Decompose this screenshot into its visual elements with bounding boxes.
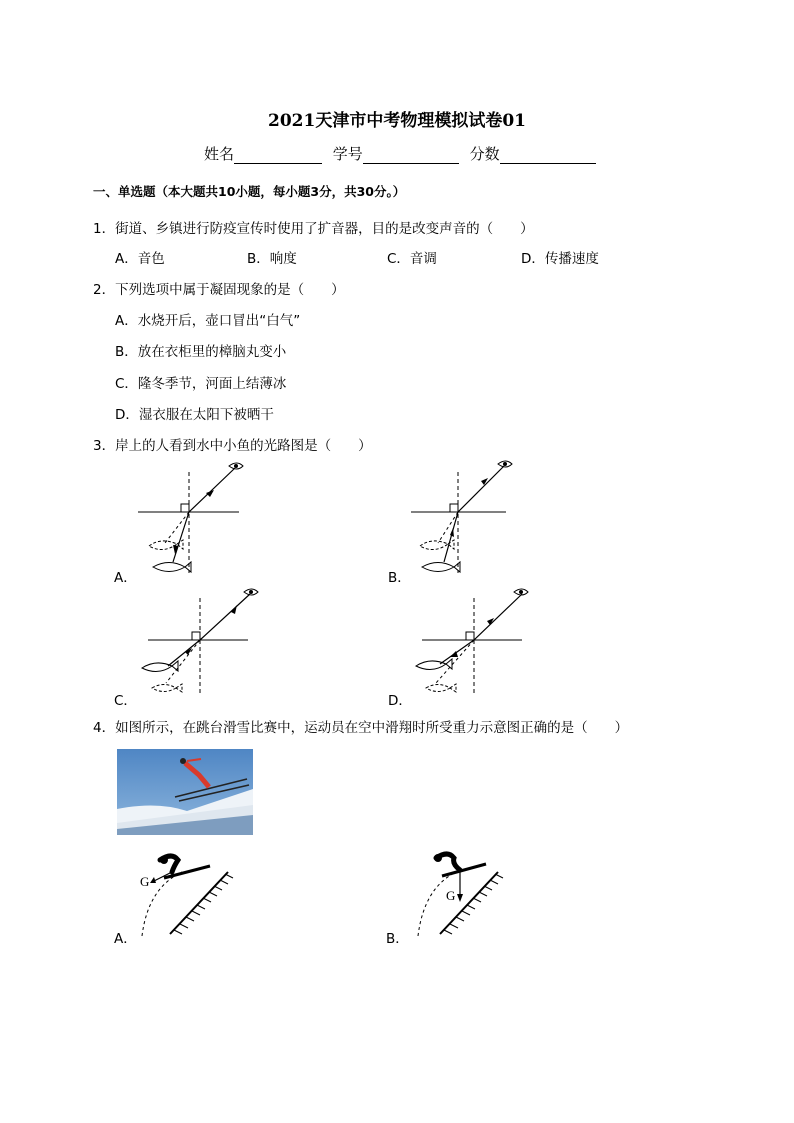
q3-figure-b[interactable] (408, 458, 528, 578)
q1-stem: 1．街道、乡镇进行防疫宣传时使用了扩音器，目的是改变声音的（ ） (93, 221, 534, 237)
page-title: 2021天津市中考物理模拟试卷01 (268, 111, 526, 131)
name-label: 姓名 (204, 145, 235, 163)
ski-jump-photo (117, 749, 253, 835)
q1-option-c[interactable]: C．音调 (387, 251, 437, 267)
q2-option-d[interactable]: D．湿衣服在太阳下被晒干 (115, 407, 274, 423)
q3-label-c: C． (114, 693, 137, 709)
q1-option-b[interactable]: B．响度 (247, 251, 297, 267)
q3-stem: 3．岸上的人看到水中小鱼的光路图是（ ） (93, 438, 372, 454)
q4-stem: 4．如图所示，在跳台滑雪比赛中，运动员在空中滑翔时所受重力示意图正确的是（ ） (93, 720, 629, 736)
q4-label-b: B． (386, 931, 409, 947)
q4-figure-a[interactable] (130, 848, 250, 940)
q3-figure-c[interactable] (138, 588, 268, 698)
q2-stem: 2．下列选项中属于凝固现象的是（ ） (93, 282, 345, 298)
q3-label-d: D． (388, 693, 412, 709)
name-blank[interactable] (234, 147, 322, 164)
section-heading: 一、单选题（本大题共10小题，每小题3分，共30分。） (93, 184, 406, 199)
id-label: 学号 (332, 145, 363, 163)
q2-option-c[interactable]: C．隆冬季节，河面上结薄冰 (115, 376, 287, 392)
id-blank[interactable] (363, 147, 459, 164)
q4-label-a: A． (114, 931, 137, 947)
q4a-force-label: G (140, 874, 150, 889)
q3-label-b: B． (388, 570, 411, 586)
q3-label-a: A． (114, 570, 137, 586)
q4-figure-b[interactable] (400, 848, 520, 940)
q2-option-a[interactable]: A．水烧开后，壶口冒出“白气” (115, 313, 301, 329)
score-label: 分数 (469, 145, 500, 163)
q1-option-a[interactable]: A．音色 (115, 251, 165, 267)
score-blank[interactable] (500, 147, 596, 164)
q2-option-b[interactable]: B．放在衣柜里的樟脑丸变小 (115, 344, 287, 360)
q4b-force-label: G (446, 888, 456, 903)
q3-figure-a[interactable] (135, 458, 255, 578)
q3-figure-d[interactable] (410, 588, 540, 698)
q1-option-d[interactable]: D．传播速度 (521, 251, 599, 267)
student-info-row (204, 143, 596, 164)
